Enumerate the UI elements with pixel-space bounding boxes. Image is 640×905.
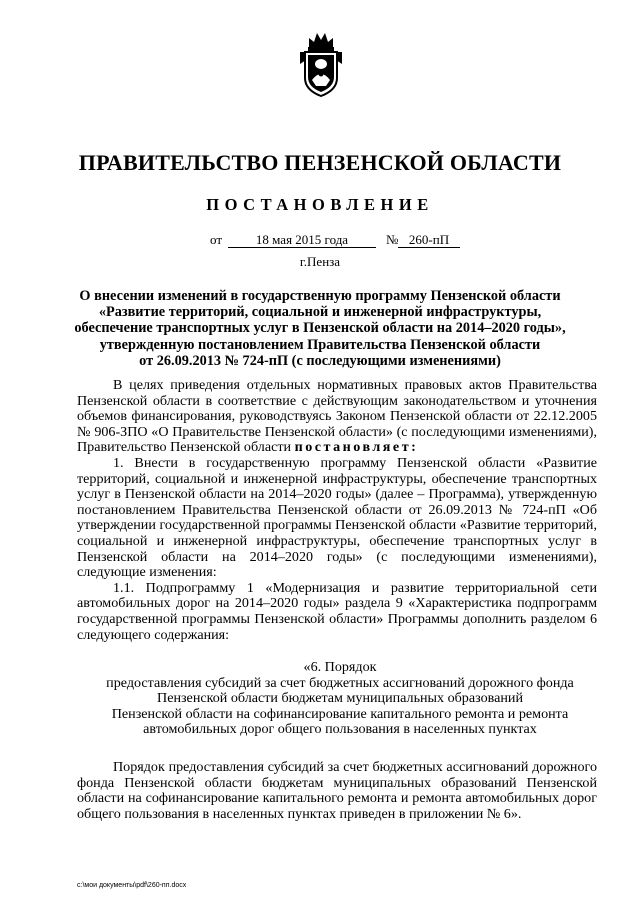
file-path-footer: c:\мои документы\pdf\260-пп.docx <box>77 882 187 889</box>
document-title <box>0 288 640 369</box>
decree-date: 18 мая 2015 года <box>228 232 376 248</box>
coat-of-arms-emblem <box>296 30 346 98</box>
number-label: № <box>386 232 399 247</box>
title-line: от 26.09.2013 № 724-пП (с последующими изменениями) <box>139 352 501 369</box>
item-1-paragraph: 1. Внести в государственную программу Пензенской области «Развитие территорий, социальной и инженерной инфраструктуры, обеспечение транспортных услуг в Пензенской области на 2014–2020 годы» (далее – Программа), утвержденную постановлением Правительства Пензенской области от 26.09.2013 № 724-пП «Об утверждении государственной программы Пензенской области «Развитие территорий, социальной и инженерной инфраструктуры, обеспечение транспортных услуг в Пензенской области на 2014–2020 годы» (с последующими изменениями), следующие изменения: <box>77 454 597 581</box>
from-label: от <box>210 232 223 247</box>
section-6-paragraph: Порядок предоставления субсидий за счет бюджетных ассигнований дорожного фонда Пензенской области бюджетам муниципальных образований Пензенской области на софинансирование капитального ремонта и ремонта автомобильных дорог общего пользования в населенных пунктах приведен в приложении № 6». <box>77 759 597 822</box>
item-1-1-paragraph: 1.1. Подпрограмму 1 «Модернизация и развитие территориальной сети автомобильных дорог на 2014–2020 годы» раздела 9 «Характеристика подпрограмм государственной программы Пензенской области» Программы дополнить разделом 6 следующего содержания: <box>77 579 597 643</box>
section-heading-line: автомобильных дорог общего пользования в населенных пунктах <box>143 721 537 738</box>
section-heading-line: Пензенской области бюджетам муниципальных образований <box>157 690 523 707</box>
title-line: «Развитие территорий, социальной и инженерной инфраструктуры, <box>98 304 542 321</box>
preamble-text: В целях приведения отдельных нормативных правовых актов Правительства Пензенской области в соответствие с действующим законодательством и уточнения объемов финансирования, руководствуясь Законом Пензенской области от 22.12.2005 № 906-ЗПО «О Правительстве Пензенской области» (с последующими изменениями), Правительство Пензенской области <box>77 377 597 456</box>
title-line: утвержденную постановлением Правительства Пензенской области <box>99 336 541 353</box>
decree-number: 260-пП <box>398 232 460 248</box>
section-heading-line: Пензенской области на софинансирование капитального ремонта и ремонта <box>111 705 569 722</box>
title-line: О внесении изменений в государственную программу Пензенской области <box>79 288 561 304</box>
city: г.Пенза <box>299 254 341 269</box>
decree-word: постановляет: <box>294 439 419 456</box>
preamble-paragraph <box>77 378 597 456</box>
section-6-body <box>77 760 597 822</box>
document-body <box>77 378 597 643</box>
section-heading-line: предоставления субсидий за счет бюджетных ассигнований дорожного фонда <box>106 674 574 691</box>
document-type: ПОСТАНОВЛЕНИЕ <box>206 195 434 214</box>
section-6-heading <box>60 660 620 738</box>
government-name: ПРАВИТЕЛЬСТВО ПЕНЗЕНСКОЙ ОБЛАСТИ <box>78 150 562 175</box>
section-heading-line: «6. Порядок <box>303 659 377 675</box>
title-line: обеспечение транспортных услуг в Пензенской области на 2014–2020 годы», <box>74 320 566 337</box>
